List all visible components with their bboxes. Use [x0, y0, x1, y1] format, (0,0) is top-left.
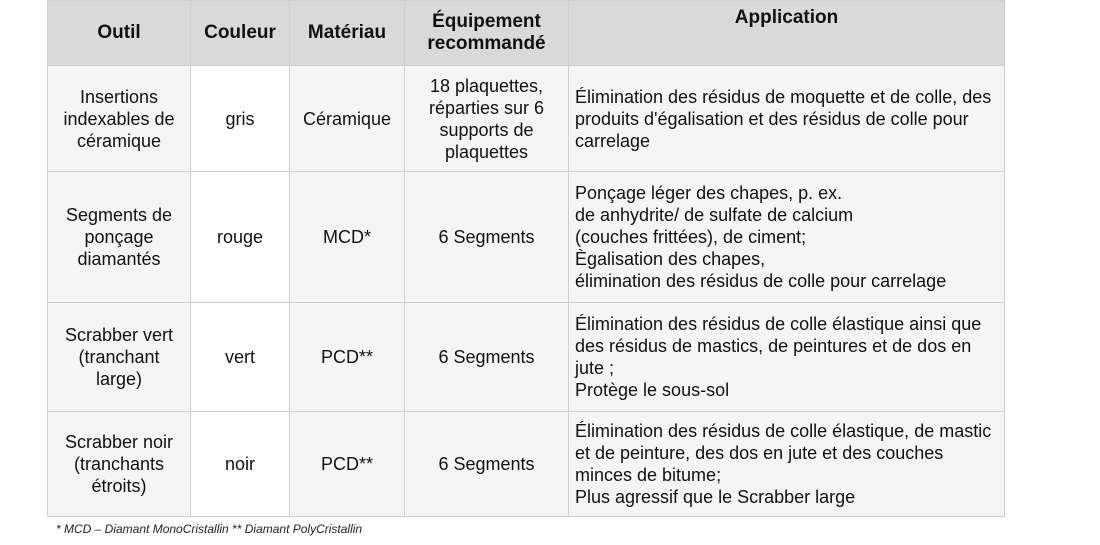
header-row [48, 1, 1005, 66]
cell-outil: Segments de ponçage diamantés [48, 172, 191, 303]
table-row [48, 66, 1005, 172]
application-line: Ponçage léger des chapes, p. ex. [575, 183, 843, 203]
cell-equipement: 18 plaquettes, réparties sur 6 supports de plaquettes [405, 66, 569, 172]
header-outil: Outil [48, 1, 191, 66]
cell-outil: Scrabber vert (tranchant large) [48, 303, 191, 412]
cell-outil: Scrabber noir (tranchants étroits) [48, 412, 191, 517]
application-line: Élimination des résidus de colle élastique, de mastic et de peinture, des dos en jute et des couches minces de bitume; [575, 421, 992, 485]
cell-couleur: gris [191, 66, 290, 172]
table-row [48, 172, 1005, 303]
cell-outil: Insertions indexables de céramique [48, 66, 191, 172]
cell-materiau: Céramique [290, 66, 405, 172]
cell-application [569, 172, 1005, 303]
cell-materiau: PCD** [290, 412, 405, 517]
cell-equipement: 6 Segments [405, 303, 569, 412]
application-line: de anhydrite/ de sulfate de calcium [575, 205, 854, 225]
cell-application [569, 66, 1005, 172]
cell-equipement: 6 Segments [405, 412, 569, 517]
application-line: Plus agressif que le Scrabber large [575, 487, 856, 507]
cell-materiau: MCD* [290, 172, 405, 303]
cell-couleur: noir [191, 412, 290, 517]
cell-application [569, 412, 1005, 517]
tools-table [47, 0, 1005, 517]
application-line: Ègalisation des chapes, [575, 249, 766, 269]
cell-equipement: 6 Segments [405, 172, 569, 303]
application-line: Protège le sous-sol [575, 380, 730, 400]
cell-application [569, 303, 1005, 412]
table-row [48, 412, 1005, 517]
cell-materiau: PCD** [290, 303, 405, 412]
header-application: Application [569, 1, 1005, 66]
header-materiau: Matériau [290, 1, 405, 66]
application-line: (couches frittées), de ciment; [575, 227, 807, 247]
application-line: Élimination des résidus de colle élastique ainsi que des résidus de mastics, de peintures et de dos en jute ; [575, 314, 982, 378]
cell-couleur: vert [191, 303, 290, 412]
header-equipement: Équipement recommandé [405, 1, 569, 66]
cell-couleur: rouge [191, 172, 290, 303]
header-couleur: Couleur [191, 1, 290, 66]
application-line: élimination des résidus de colle pour carrelage [575, 271, 947, 291]
footnote: * MCD – Diamant MonoCristallin ** Diamant PolyCristallin [56, 522, 363, 536]
application-line: Élimination des résidus de moquette et de colle, des produits d'égalisation et des résidus de colle pour carrelage [575, 86, 992, 151]
table-row [48, 303, 1005, 412]
